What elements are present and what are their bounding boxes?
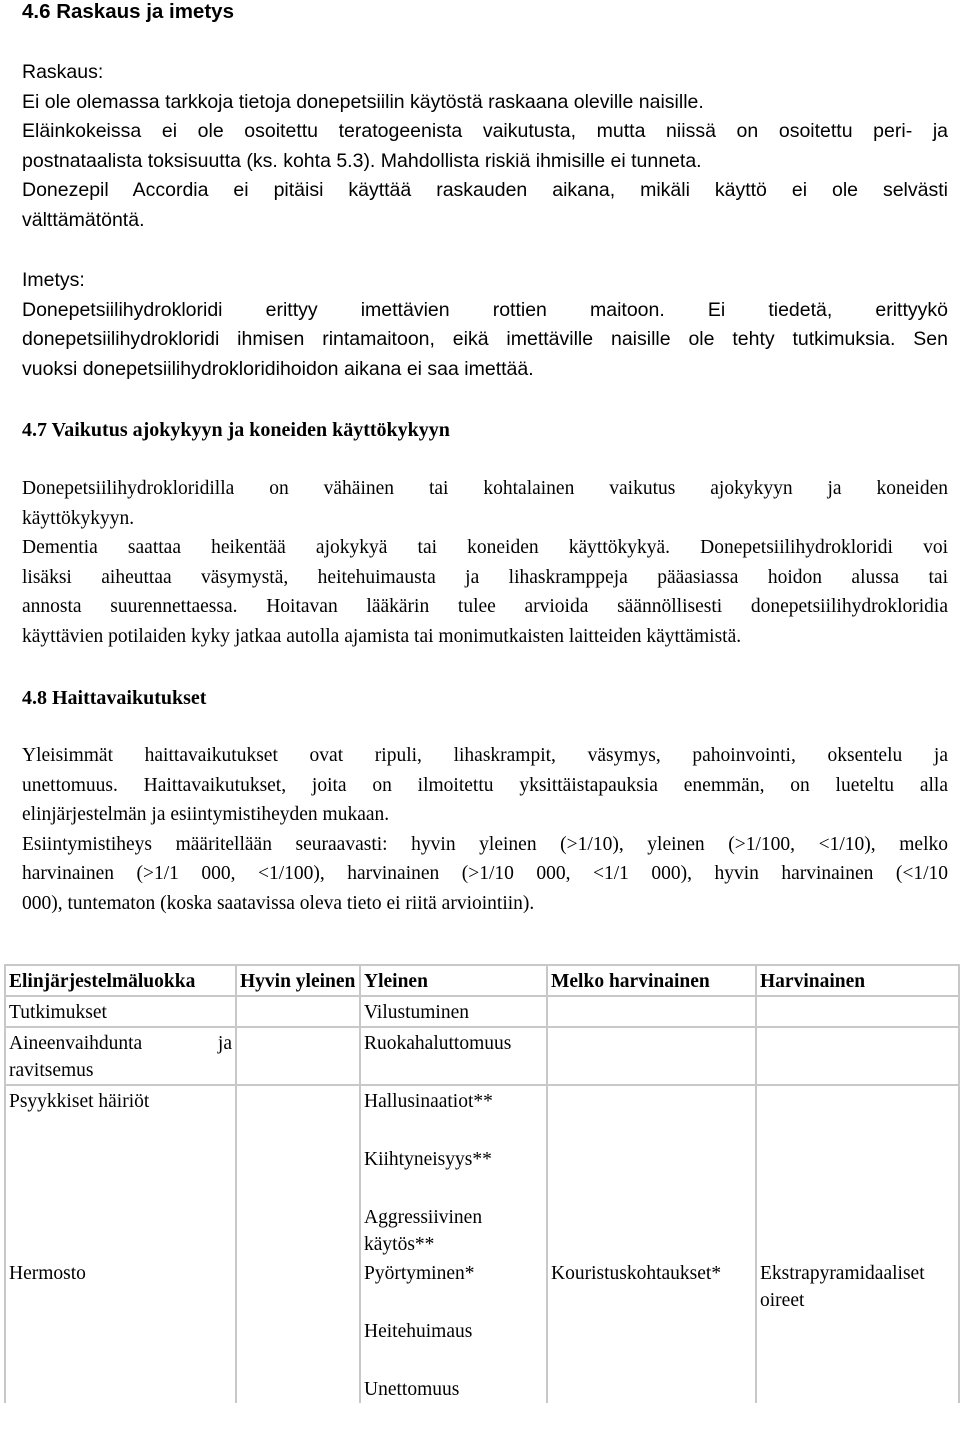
- breastfeeding-paragraph: [22, 266, 948, 384]
- adverse-line-1: Yleisimmät haittavaikutukset ovat ripuli, lihaskrampit, väsymys, pahoinvointi, oksentelu ja: [22, 745, 948, 766]
- rare-cell: Ekstrapyramidaaliset oireet: [756, 1258, 959, 1403]
- breastfeeding-line-2: donepetsiilihydrokloridi ihmisen rintamaitoon, eikä imettäville naisille ole tehty tutkimuksia. Sen: [22, 328, 948, 350]
- organ-cell: Hermosto: [5, 1258, 236, 1403]
- common-entry: Pyörtyminen*: [364, 1263, 475, 1284]
- rare-cell: [756, 1027, 959, 1085]
- adverse-line-2: unettomuus. Haittavaikutukset, joita on ilmoitettu yksittäistapauksia enemmän, on lueteltu alla: [22, 774, 948, 796]
- header-organ-class: Elinjärjestelmäluokka: [5, 965, 236, 996]
- very-common-cell: [236, 1027, 360, 1085]
- breastfeeding-label: Imetys:: [22, 269, 85, 291]
- pregnancy-line-2: Eläinkokeissa ei ole osoitettu teratogeenista vaikutusta, mutta niissä on osoitettu peri- ja: [22, 120, 948, 142]
- pregnancy-line-4: Donezepil Accordia ei pitäisi käyttää raskauden aikana, mikäli käyttö ei ole selvästi: [22, 179, 948, 201]
- pregnancy-line-5: välttämätöntä.: [22, 208, 145, 231]
- rare-cell: [756, 996, 959, 1027]
- organ-cell: Aineenvaihdunta ja ravitsemus: [5, 1027, 236, 1085]
- common-entry: Aggressiivinen käytös**: [364, 1207, 483, 1255]
- common-cell: Ruokahaluttomuus: [360, 1027, 547, 1085]
- uncommon-cell: [547, 996, 756, 1027]
- adverse-line-6: 000), tuntematon (koska saatavissa oleva tieto ei riitä arviointiin).: [22, 892, 535, 914]
- adverse-line-5: harvinainen (>1/1 000, <1/100), harvinainen (>1/10 000, <1/1 000), hyvin harvinainen (<1/10: [22, 863, 948, 884]
- driving-line-6: käyttävien potilaiden kyky jatkaa autolla ajamista tai monimutkaisten laitteiden käyttämistä.: [22, 625, 742, 647]
- driving-line-4: lisäksi aiheuttaa väsymystä, heitehuimausta ja lihaskramppeja pääasiassa hoidon alussa tai: [22, 566, 948, 588]
- table-row: [5, 1085, 959, 1258]
- uncommon-cell: Kouristuskohtaukset*: [547, 1258, 756, 1403]
- common-entry: Hallusinaatiot**: [364, 1091, 493, 1112]
- driving-paragraph: [22, 474, 948, 651]
- adverse-effects-table: [4, 964, 960, 1403]
- rare-cell: [756, 1085, 959, 1258]
- very-common-cell: [236, 1085, 360, 1258]
- pregnancy-line-3: postnataalista toksisuutta (ks. kohta 5.3). Mahdollista riskiä ihmisille ei tunneta.: [22, 149, 702, 172]
- table-row: [5, 1027, 959, 1085]
- pregnancy-line-1: Ei ole olemassa tarkkoja tietoja donepetsiilin käytöstä raskaana oleville naisille.: [22, 90, 704, 113]
- very-common-cell: [236, 1258, 360, 1403]
- very-common-cell: [236, 996, 360, 1027]
- adverse-line-4: Esiintymistiheys määritellään seuraavasti: hyvin yleinen (>1/10), yleinen (>1/100, <1/10), melko: [22, 833, 948, 855]
- organ-cell: Tutkimukset: [5, 996, 236, 1027]
- pregnancy-label: Raskaus:: [22, 61, 104, 83]
- header-rare: Harvinainen: [756, 965, 959, 996]
- common-entry: Kiihtyneisyys**: [364, 1149, 492, 1170]
- table-row: [5, 996, 959, 1027]
- section-4-7-heading: 4.7 Vaikutus ajokykyyn ja koneiden käyttökykyyn: [22, 419, 450, 441]
- table-header-row: [5, 965, 959, 996]
- section-4-8-heading: 4.8 Haittavaikutukset: [22, 687, 207, 709]
- table-row: [5, 1258, 959, 1403]
- section-4-6-heading: 4.6 Raskaus ja imetys: [22, 0, 234, 23]
- adverse-line-3: elinjärjestelmän ja esiintymistiheyden mukaan.: [22, 804, 390, 825]
- uncommon-cell: [547, 1027, 756, 1085]
- breastfeeding-line-3: vuoksi donepetsiilihydrokloridihoidon aikana ei saa imettää.: [22, 357, 534, 380]
- header-very-common: Hyvin yleinen: [236, 965, 360, 996]
- common-cell: [360, 1258, 547, 1403]
- header-uncommon: Melko harvinainen: [547, 965, 756, 996]
- organ-cell: Psyykkiset häiriöt: [5, 1085, 236, 1258]
- driving-line-2: käyttökykyyn.: [22, 507, 135, 529]
- header-common: Yleinen: [360, 965, 547, 996]
- adverse-effects-paragraph: [22, 741, 948, 918]
- common-entry: Heitehuimaus: [364, 1321, 473, 1342]
- driving-line-3: Dementia saattaa heikentää ajokykyä tai koneiden käyttökykyä. Donepetsiilihydrokloridi voi: [22, 537, 948, 558]
- driving-line-5: annosta suurennettaessa. Hoitavan lääkärin tulee arvioida säännöllisesti donepetsiilihydrokloridia: [22, 596, 948, 617]
- uncommon-cell: [547, 1085, 756, 1258]
- pregnancy-paragraph: [22, 58, 948, 235]
- common-cell: Vilustuminen: [360, 996, 547, 1027]
- common-entry: Unettomuus: [364, 1379, 460, 1400]
- driving-line-1: Donepetsiilihydrokloridilla on vähäinen tai kohtalainen vaikutus ajokykyyn ja koneiden: [22, 478, 948, 499]
- common-cell: [360, 1085, 547, 1258]
- breastfeeding-line-1: Donepetsiilihydrokloridi erittyy imettävien rottien maitoon. Ei tiedetä, erittyykö: [22, 298, 948, 321]
